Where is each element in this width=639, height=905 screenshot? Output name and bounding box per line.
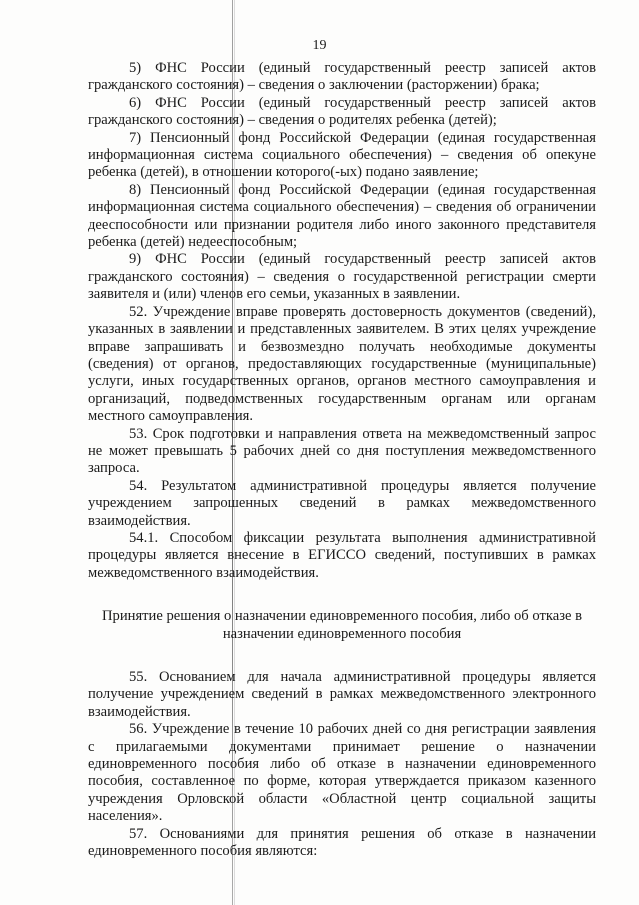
list-item-6: 6) ФНС России (единый государственный реестр записей актов гражданского состояния) – сведения о родителях ребенка (детей); bbox=[88, 94, 596, 129]
clause-57: 57. Основаниями для принятия решения об отказе в назначении единовременного пособия являются: bbox=[88, 825, 596, 860]
page-number: 19 bbox=[312, 38, 327, 53]
clause-56: 56. Учреждение в течение 10 рабочих дней со дня регистрации заявления с прилагаемыми документами принимает решение о назначении единовременного пособия либо об отказе в назначении единовременного пособия, составленное по форме, которая утверждается приказом казенного учреждения Орловской области «Областной центр социальной защиты населения». bbox=[88, 721, 596, 825]
list-item-8: 8) Пенсионный фонд Российской Федерации (единая государственная информационная система социального обеспечения) – сведения об ограничении дееспособности или признании родителя либо иного законного представителя ребенка (детей) недееспособным; bbox=[88, 181, 596, 251]
clause-53: 53. Срок подготовки и направления ответа на межведомственный запрос не может превышать 5 рабочих дней со дня поступления межведомственного запроса. bbox=[88, 425, 596, 477]
document-body bbox=[88, 60, 596, 860]
clause-54-1: 54.1. Способом фиксации результата выполнения административной процедуры является внесение в ЕГИССО сведений, поступивших в рамках межведомственного взаимодействия. bbox=[88, 529, 596, 581]
clause-52: 52. Учреждение вправе проверять достоверность документов (сведений), указанных в заявлении и представленных заявителем. В этих целях учреждение вправе запрашивать и безвозмездно получать необходимые документы (сведения) от органов, предоставляющих государственные (муниципальные) услуги, иных государственных органов, органов местного самоуправления и организаций, подведомственных государственным органам или органам местного самоуправления. bbox=[88, 303, 596, 425]
clause-55: 55. Основанием для начала административной процедуры является получение учреждением сведений в рамках межведомственного электронного взаимодействия. bbox=[88, 669, 596, 720]
section-heading: Принятие решения о назначении единовременного пособия, либо об отказе в назначении единовременного пособия bbox=[102, 608, 582, 642]
list-item-7: 7) Пенсионный фонд Российской Федерации (единая государственная информационная система социального обеспечения) – сведения об опекуне ребенка (детей), в отношении которого(-ых) подано заявление; bbox=[88, 129, 596, 181]
list-item-5: 5) ФНС России (единый государственный реестр записей актов гражданского состояния) – сведения о заключении (расторжении) брака; bbox=[88, 60, 596, 94]
clause-54: 54. Результатом административной процедуры является получение учреждением запрошенных сведений в рамках межведомственного взаимодействия. bbox=[88, 477, 596, 529]
list-item-9: 9) ФНС России (единый государственный реестр записей актов гражданского состояния) – сведения о государственной регистрации смерти заявителя и (или) членов его семьи, указанных в заявлении. bbox=[88, 251, 596, 303]
